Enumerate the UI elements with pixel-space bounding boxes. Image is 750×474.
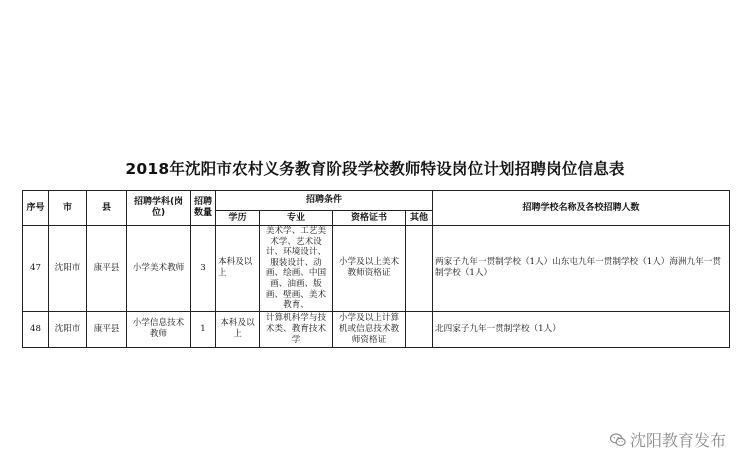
table-row	[23, 226, 730, 312]
header-count: 招聘数量	[191, 191, 216, 226]
table-row	[23, 311, 730, 347]
cell-count: 3	[191, 226, 216, 312]
cell-count: 1	[191, 311, 216, 347]
header-county: 县	[87, 191, 127, 226]
cell-education: 本科及以上	[216, 226, 260, 312]
cell-city: 沈阳市	[49, 226, 87, 312]
watermark-text: 沈阳教育发布	[629, 431, 726, 450]
cell-schools: 两家子九年一贯制学校（1人）山东屯九年一贯制学校（1人）海洲九年一贯制学校（1人）	[433, 226, 730, 312]
cell-subject: 小学信息技术教师	[127, 311, 191, 347]
cell-seq: 47	[23, 226, 49, 312]
cell-county: 康平县	[87, 311, 127, 347]
watermark	[609, 428, 726, 451]
cell-major: 计算机科学与技术类、教育技术学	[260, 311, 333, 347]
cell-certificate: 小学及以上美术教师资格证	[333, 226, 406, 312]
cell-subject: 小学美术教师	[127, 226, 191, 312]
cell-education: 本科及以上	[216, 311, 260, 347]
cell-certificate: 小学及以上计算机或信息技术教师资格证	[333, 311, 406, 347]
header-other: 其他	[406, 211, 433, 226]
header-major: 专业	[260, 211, 333, 226]
cell-county: 康平县	[87, 226, 127, 312]
header-row	[23, 191, 730, 211]
recruitment-table	[22, 190, 730, 348]
page-title: 2018年沈阳市农村义务教育阶段学校教师特设岗位计划招聘岗位信息表	[125, 160, 625, 178]
wechat-icon	[609, 431, 627, 449]
header-subject: 招聘学科(岗位)	[127, 191, 191, 226]
header-conditions: 招聘条件	[216, 191, 433, 211]
header-certificate: 资格证书	[333, 211, 406, 226]
header-education: 学历	[216, 211, 260, 226]
header-schools: 招聘学校名称及各校招聘人数	[433, 191, 730, 226]
cell-schools: 北四家子九年一贯制学校（1人）	[433, 311, 730, 347]
cell-other	[406, 311, 433, 347]
cell-major: 美术学、工艺美术学、艺术设计、环境设计、服装设计、动画、绘画、中国画、油画、版画、壁画、美术教育、	[260, 226, 333, 312]
header-seq: 序号	[23, 191, 49, 226]
cell-city: 沈阳市	[49, 311, 87, 347]
header-city: 市	[49, 191, 87, 226]
cell-other	[406, 226, 433, 312]
cell-seq: 48	[23, 311, 49, 347]
